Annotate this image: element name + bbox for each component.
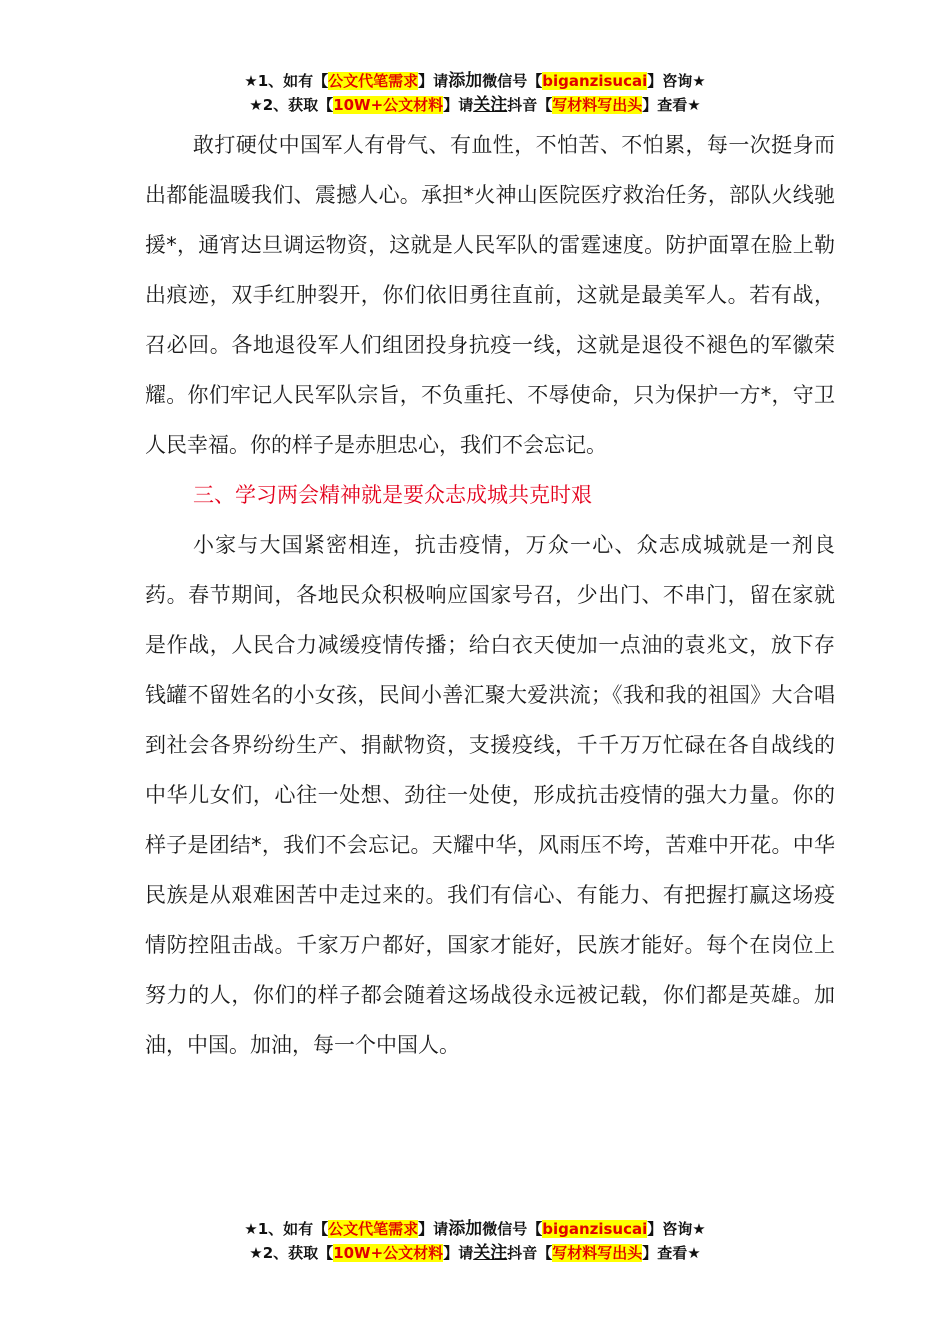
banner-highlight-service: 公文代笔需求 xyxy=(328,1220,419,1238)
banner-emphasis: 添加 xyxy=(448,71,483,91)
banner-highlight-materials: 10W+公文材料 xyxy=(333,1244,444,1262)
banner-text: 抖音【 xyxy=(507,96,553,114)
banner-highlight-wechat-id: biganzisucai xyxy=(542,72,648,90)
bottom-banner-line-1 xyxy=(0,1218,950,1240)
banner-highlight-douyin-account: 写材料写出头 xyxy=(552,1244,643,1262)
banner-highlight-wechat-id: biganzisucai xyxy=(542,1220,648,1238)
section-heading: 三、学习两会精神就是要众志成城共克时艰 xyxy=(193,483,592,507)
banner-prefix: ★1、如有【 xyxy=(244,1220,329,1238)
bottom-banner-line-2 xyxy=(0,1242,950,1264)
banner-highlight-douyin-account: 写材料写出头 xyxy=(552,96,643,114)
banner-emphasis: 添加 xyxy=(448,1219,483,1239)
banner-prefix: ★2、获取【 xyxy=(249,96,334,114)
banner-highlight-materials: 10W+公文材料 xyxy=(333,96,444,114)
banner-suffix: 】查看★ xyxy=(642,96,701,114)
banner-suffix: 】咨询★ xyxy=(647,1220,706,1238)
body-paragraph-2: 小家与大国紧密相连，抗击疫情，万众一心、众志成城就是一剂良药。春节期间，各地民众积极响应国家号召，少出门、不串门，留在家就是作战，人民合力减缓疫情传播；给白衣天使加一点油的袁兆文，放下存钱罐不留姓名的小女孩，民间小善汇聚大爱洪流；《我和我的祖国》大合唱到社会各界纷纷生产、捐献物资，支援疫线，千千万万忙碌在各自战线的中华儿女们，心往一处想、劲往一处使，形成抗击疫情的强大力量。你的样子是团结*，我们不会忘记。天耀中华，风雨压不垮，苦难中开花。中华民族是从艰难困苦中走过来的。我们有信心、有能力、有把握打赢这场疫情防控阻击战。千家万户都好，国家才能好，民族才能好。每个在岗位上努力的人，你们的样子都会随着这场战役永远被记载，你们都是英雄。加油，中国。加油，每一个中国人。 xyxy=(145,533,835,1057)
banner-text: 抖音【 xyxy=(507,1244,553,1262)
document-body xyxy=(145,120,835,1070)
top-banner-line-1 xyxy=(0,70,950,92)
top-banner-line-2 xyxy=(0,94,950,116)
banner-prefix: ★1、如有【 xyxy=(244,72,329,90)
banner-prefix: ★2、获取【 xyxy=(249,1244,334,1262)
banner-highlight-service: 公文代笔需求 xyxy=(328,72,419,90)
banner-text: 微信号【 xyxy=(482,72,543,90)
banner-text: 】请 xyxy=(418,1220,449,1238)
banner-suffix: 】查看★ xyxy=(642,1244,701,1262)
banner-emphasis: 关注 xyxy=(473,1243,508,1263)
banner-text: 】请 xyxy=(443,1244,474,1262)
banner-text: 】请 xyxy=(443,96,474,114)
banner-text: 微信号【 xyxy=(482,1220,543,1238)
banner-suffix: 】咨询★ xyxy=(647,72,706,90)
banner-emphasis: 关注 xyxy=(473,95,508,115)
body-paragraph-1: 敢打硬仗中国军人有骨气、有血性，不怕苦、不怕累，每一次挺身而出都能温暖我们、震撼人心。承担*火神山医院医疗救治任务，部队火线驰援*，通宵达旦调运物资，这就是人民军队的雷霆速度。防护面罩在脸上勒出痕迹，双手红肿裂开，你们依旧勇往直前，这就是最美军人。若有战，召必回。各地退役军人们组团投身抗疫一线，这就是退役不褪色的军徽荣耀。你们牢记人民军队宗旨，不负重托、不辱使命，只为保护一方*，守卫人民幸福。你的样子是赤胆忠心，我们不会忘记。 xyxy=(145,133,835,457)
banner-text: 】请 xyxy=(418,72,449,90)
